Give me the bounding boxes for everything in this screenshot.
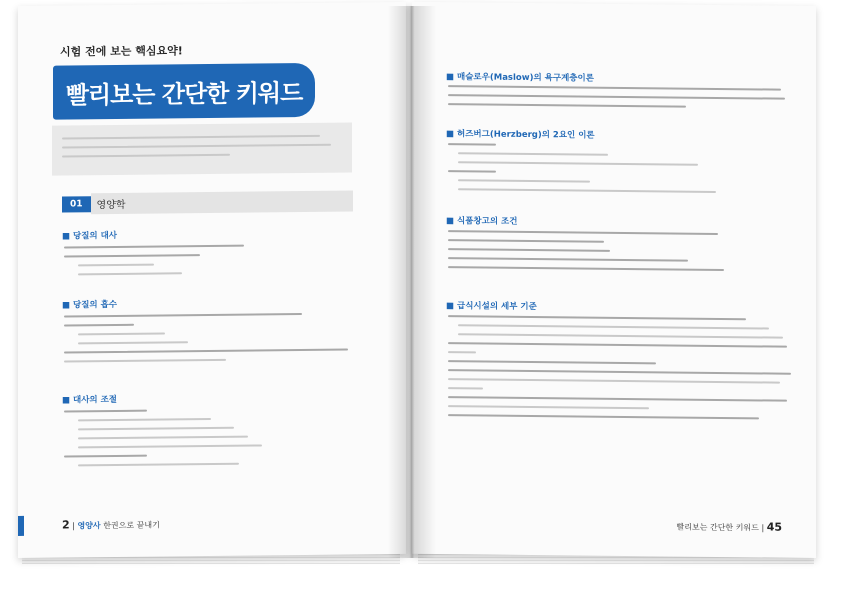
footer-brand: 영양사 <box>77 521 101 531</box>
page-number: 2 <box>62 518 70 532</box>
text-block <box>448 78 788 116</box>
subsection-heading: ■ 허즈버그(Herzberg)의 2요인 이론 <box>446 127 595 141</box>
intro-box <box>52 123 352 176</box>
subsection-heading: ■ 매슬로우(Maslow)의 욕구계층이론 <box>446 70 594 84</box>
hero-title: 빨리보는 간단한 키워드 <box>65 78 303 110</box>
open-book <box>18 6 830 581</box>
subsection-heading: ■ 당질의 흡수 <box>62 298 117 311</box>
text-block <box>448 136 748 200</box>
text-block <box>64 237 264 282</box>
right-page <box>412 2 816 558</box>
page-footer: 2 | 영양사 한권으로 끝내기 <box>62 518 160 532</box>
left-page <box>18 2 406 558</box>
subsection-heading: ■ 당질의 대사 <box>62 229 117 242</box>
text-block <box>448 308 794 427</box>
page-kicker: 시험 전에 보는 핵심요약! <box>60 44 183 59</box>
hero-banner <box>53 63 315 120</box>
page-tab-marker <box>18 516 24 536</box>
footer-title: 한권으로 끝내기 <box>103 520 160 531</box>
intro-line <box>62 135 320 140</box>
text-block <box>448 223 748 278</box>
page-footer: 빨리보는 간단한 키워드 | 45 <box>676 520 782 534</box>
subsection-heading: ■ 대사의 조절 <box>62 393 117 406</box>
text-block <box>64 401 294 473</box>
section-title: 영양학 <box>91 190 353 214</box>
footer-title: 빨리보는 간단한 키워드 <box>676 522 759 533</box>
section-heading <box>62 190 353 214</box>
intro-line <box>62 144 331 149</box>
subsection-heading: ■ 식품창고의 조건 <box>446 214 517 227</box>
text-block <box>64 305 354 369</box>
section-number: 01 <box>62 196 91 212</box>
page-number: 45 <box>766 520 782 534</box>
subsection-heading: ■ 급식시설의 세부 기준 <box>446 299 537 312</box>
intro-line <box>62 154 230 158</box>
